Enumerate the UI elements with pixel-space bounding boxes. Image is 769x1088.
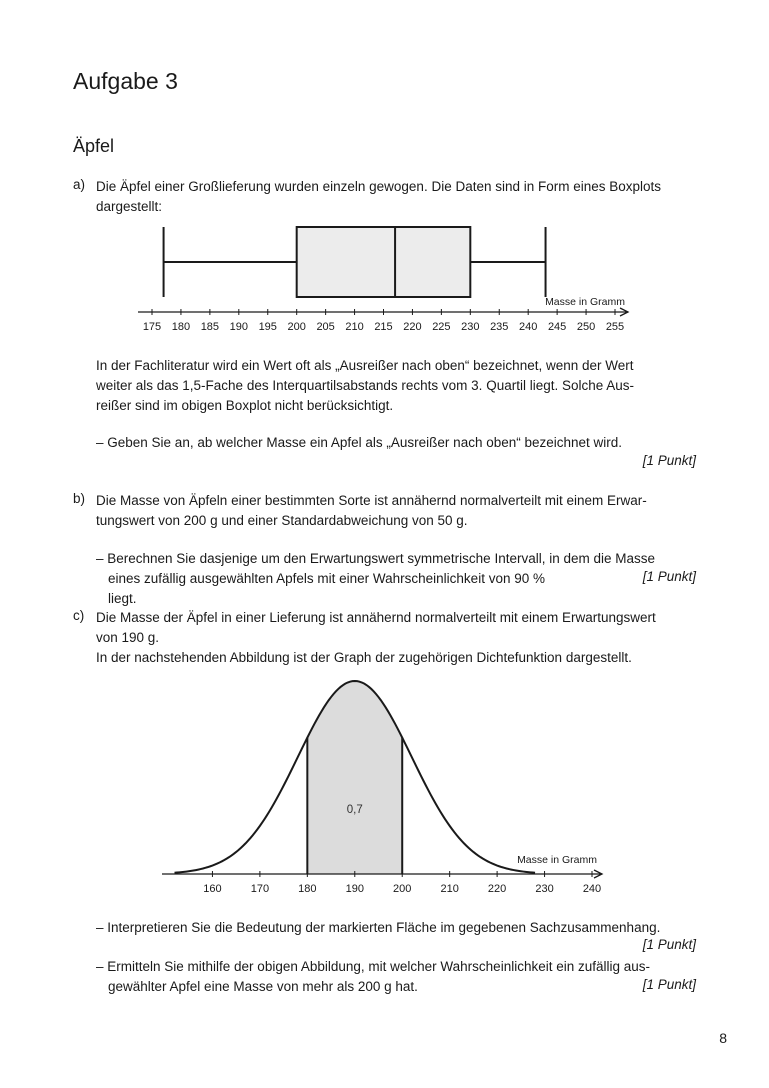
part-a-task-1: – Geben Sie an, ab welcher Masse ein Apfel als „Ausreißer nach oben“ bezeichnet wird.	[96, 435, 623, 450]
part-b-task-1-line-1: – Berechnen Sie dasjenige um den Erwartungswert symmetrische Intervall, in dem die Masse	[96, 551, 656, 566]
boxplot-tick-label: 240	[519, 321, 538, 333]
section-title: Äpfel	[73, 136, 115, 156]
part-c-line-1: Die Masse der Äpfel in einer Lieferung ist annähernd normalverteilt mit einem Erwartungswert	[96, 610, 656, 625]
boxplot-tick-label: 210	[345, 321, 364, 333]
part-a-points-1: [1 Punkt]	[642, 453, 696, 468]
density-tick-label: 210	[440, 883, 459, 895]
part-c-points-2: [1 Punkt]	[642, 977, 696, 992]
boxplot-tick-label: 225	[432, 321, 451, 333]
part-c-task-2-line-2: gewählter Apfel eine Masse von mehr als 200 g hat.	[108, 979, 418, 994]
boxplot-chart	[120, 215, 640, 340]
density-tick-label: 240	[582, 883, 602, 895]
page-title: Aufgabe 3	[73, 68, 178, 94]
part-a-paragraph-line-1: In der Fachliteratur wird ein Wert oft als „Ausreißer nach oben“ bezeichnet, wenn der Wert	[96, 358, 634, 373]
boxplot-tick-label: 205	[316, 321, 335, 333]
density-tick-label: 220	[487, 883, 507, 895]
boxplot-tick-label: 220	[403, 321, 422, 333]
boxplot-tick-label: 175	[142, 321, 162, 333]
density-area-label: 0,7	[346, 804, 363, 816]
part-a-intro-line-2: dargestellt:	[96, 199, 163, 214]
density-axis-label: Masse in Gramm	[517, 854, 597, 866]
part-b-label: b)	[73, 491, 86, 506]
part-c-task-2-line-1: – Ermitteln Sie mithilfe der obigen Abbildung, mit welcher Wahrscheinlichkeit ein zufällig aus-	[96, 959, 651, 974]
part-c-line-2: von 190 g.	[96, 630, 160, 645]
density-tick-label: 190	[345, 883, 364, 895]
density-tick-label: 180	[298, 883, 317, 895]
page-number: 8	[719, 1030, 727, 1046]
part-a-intro-line-1: Die Äpfel einer Großlieferung wurden einzeln gewogen. Die Daten sind in Form eines Boxplots	[96, 179, 662, 194]
boxplot-tick-label: 190	[229, 321, 248, 333]
boxplot-axis-label: Masse in Gramm	[545, 296, 625, 308]
part-c-points-1: [1 Punkt]	[642, 937, 696, 952]
part-b-points-1: [1 Punkt]	[642, 569, 696, 584]
boxplot-tick-label: 200	[287, 321, 306, 333]
density-tick-label: 160	[203, 883, 222, 895]
part-c-line-3: In der nachstehenden Abbildung ist der Graph der zugehörigen Dichtefunktion dargestellt.	[96, 650, 632, 665]
density-tick-label: 230	[535, 883, 554, 895]
part-c-label: c)	[73, 608, 85, 623]
boxplot-box	[297, 227, 471, 297]
part-a-label: a)	[73, 177, 86, 192]
boxplot-tick-label: 230	[461, 321, 480, 333]
boxplot-tick-label: 185	[200, 321, 220, 333]
boxplot-tick-label: 250	[576, 321, 596, 333]
boxplot-tick-label: 255	[605, 321, 625, 333]
boxplot-tick-label: 235	[490, 321, 509, 333]
part-a-paragraph-line-3: reißer sind im obigen Boxplot nicht berücksichtigt.	[96, 398, 394, 413]
part-a-paragraph-line-2: weiter als das 1,5-Fache des Interquartilsabstands rechts vom 3. Quartil liegt. Solche Aus-	[96, 378, 635, 393]
part-b-line-1: Die Masse von Äpfeln einer bestimmten Sorte ist annähernd normalverteilt mit einem Erwar-	[96, 493, 647, 508]
boxplot-tick-label: 245	[547, 321, 567, 333]
density-chart	[150, 670, 620, 900]
density-tick-label: 170	[250, 883, 270, 895]
density-tick-label: 200	[393, 883, 412, 895]
part-c-task-1: – Interpretieren Sie die Bedeutung der markierten Fläche im gegebenen Sachzusammenhang.	[96, 920, 661, 935]
part-b-task-1-line-2: eines zufällig ausgewählten Apfels mit einer Wahrscheinlichkeit von 90 % liegt.	[108, 571, 545, 606]
boxplot-tick-label: 195	[258, 321, 277, 333]
boxplot-tick-label: 215	[374, 321, 393, 333]
boxplot-tick-label: 180	[171, 321, 191, 333]
part-b-line-2: tungswert von 200 g und einer Standardabweichung von 50 g.	[96, 513, 468, 528]
